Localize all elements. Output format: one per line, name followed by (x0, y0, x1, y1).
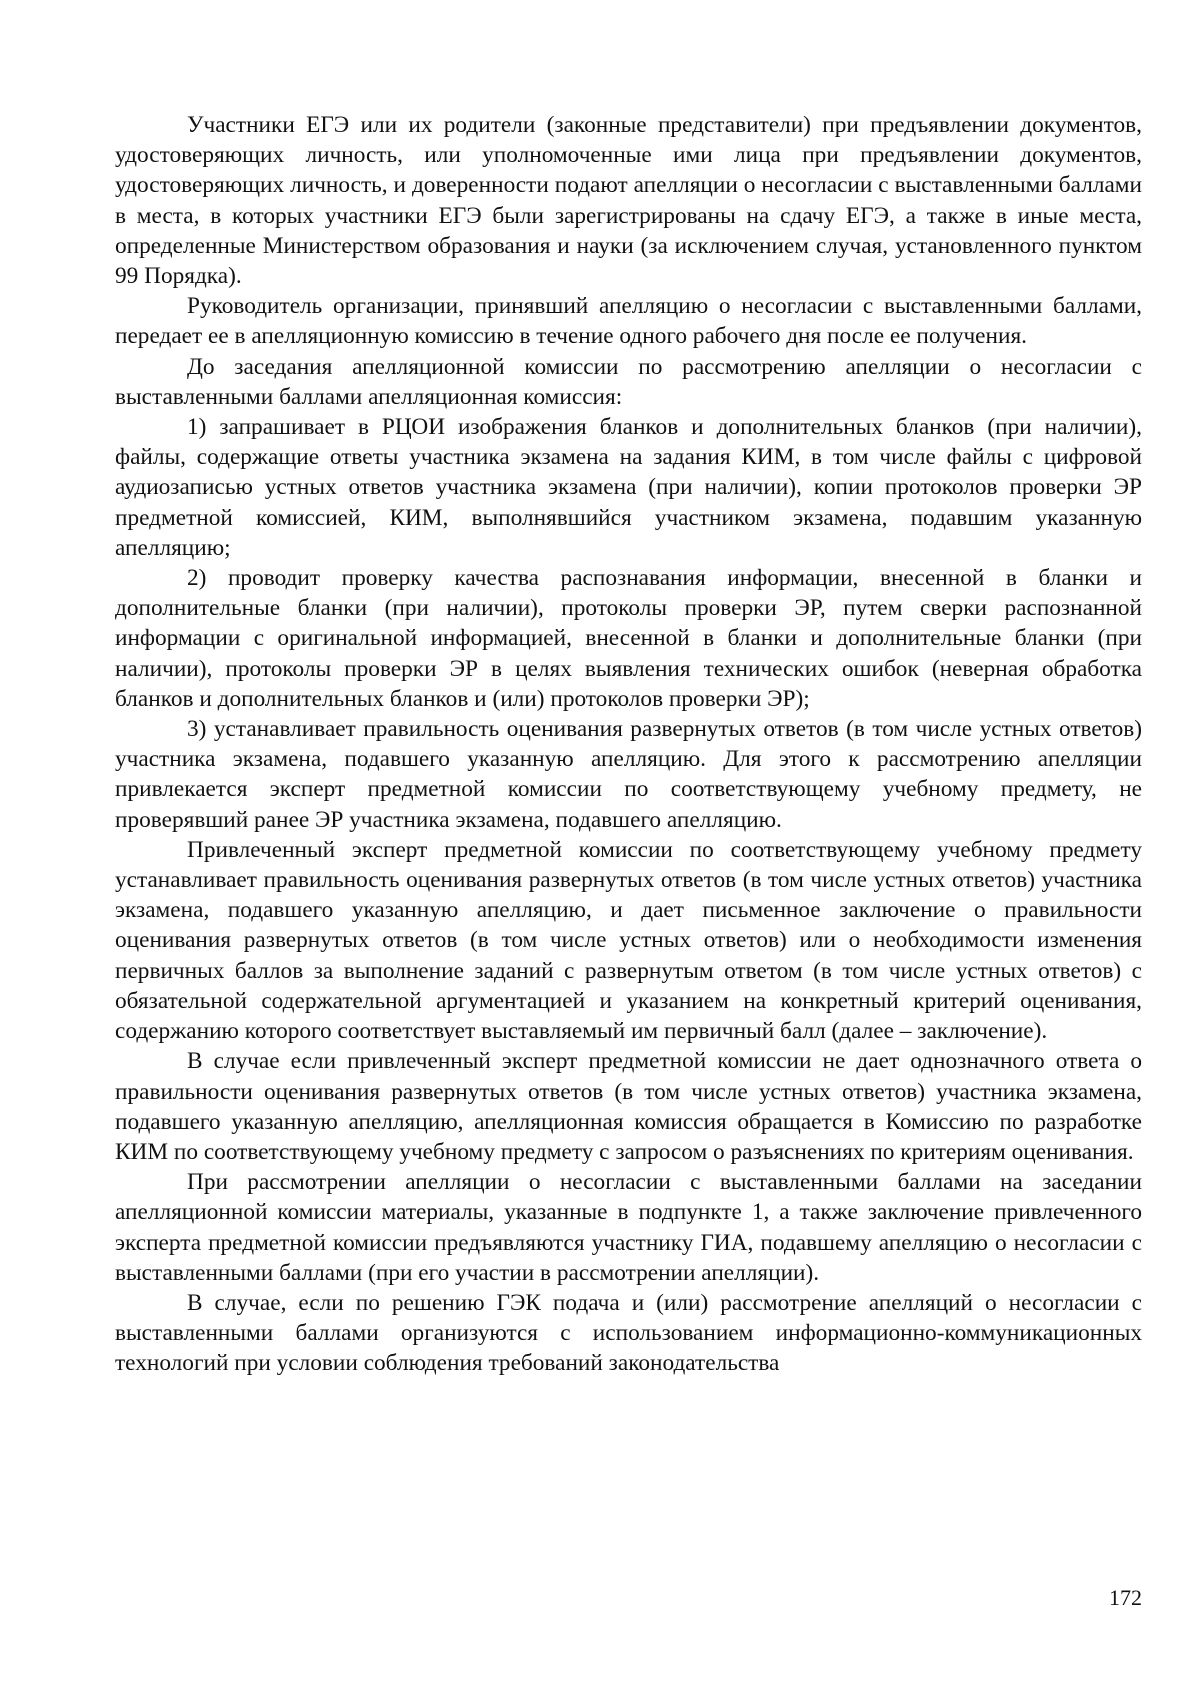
paragraph-ambiguous-answer: В случае если привлеченный эксперт предметной комиссии не дает однозначного ответа о правильности оценивания развернутых ответов (в том числе устных ответов) участника экзамена, подавшего указанную апелляцию, апелляционная комиссия обращается в Комиссию по разработке КИМ по соответствующему учебному предмету с запросом о разъяснениях по критериям оценивания. (115, 1048, 1142, 1165)
paragraph-before-meeting: До заседания апелляционной комиссии по рассмотрению апелляции о несогласии с выставленными баллами апелляционная комиссия: (115, 353, 1142, 410)
paragraph-expert-conclusion: Привлеченный эксперт предметной комиссии по соответствующему учебному предмету устанавливает правильность оценивания развернутых ответов (в том числе устных ответов) участника экзамена, подавшего указанную апелляцию, и дает письменное заключение о правильности оценивания развернутых ответов (в том числе устных ответов) или о необходимости изменения первичных баллов за выполнение заданий с развернутым ответом (в том числе устных ответов) с обязательной содержательной аргументацией и указанием на конкретный критерий оценивания, содержанию которого соответствует выставляемый им первичный балл (далее – заключение). (115, 836, 1142, 1045)
paragraph-meeting-materials: При рассмотрении апелляции о несогласии с выставленными баллами на заседании апелляционной комиссии материалы, указанные в подпункте 1, а также заключение привлеченного эксперта предметной комиссии предъявляются участнику ГИА, подавшему апелляцию о несогласии с выставленными баллами (при его участии в рассмотрении апелляции). (115, 1169, 1142, 1286)
document-body (115, 110, 1142, 1379)
list-item-3-grading-check: 3) устанавливает правильность оценивания развернутых ответов (в том числе устных ответов) участника экзамена, подавшего указанную апелляцию. Для этого к рассмотрению апелляции привлекается эксперт предметной комиссии по соответствующему учебному предмету, не проверявший ранее ЭР участника экзамена, подавшего апелляцию. (115, 716, 1142, 833)
list-item-2-recognition-check: 2) проводит проверку качества распознавания информации, внесенной в бланки и дополнительные бланки (при наличии), протоколы проверки ЭР, путем сверки распознанной информации с оригинальной информацией, внесенной в бланки и дополнительные бланки (при наличии), протоколы проверки ЭР в целях выявления технических ошибок (неверная обработка бланков и дополнительных бланков и (или) протоколов проверки ЭР); (115, 565, 1142, 712)
paragraph-ict-review: В случае, если по решению ГЭК подача и (или) рассмотрение апелляций о несогласии с выставленными баллами организуются с использованием информационно-коммуникационных технологий при условии соблюдения требований законодательства (115, 1289, 1142, 1377)
page-number: 172 (1109, 1585, 1142, 1610)
list-item-1-request-images: 1) запрашивает в РЦОИ изображения бланков и дополнительных бланков (при наличии), файлы, содержащие ответы участника экзамена на задания КИМ, в том числе файлы с цифровой аудиозаписью устных ответов участника экзамена (при наличии), копии протоколов проверки ЭР предметной комиссией, КИМ, выполнявшийся участником экзамена, подавшим указанную апелляцию; (115, 414, 1142, 561)
paragraph-appeal-submission: Участники ЕГЭ или их родители (законные представители) при предъявлении документов, удостоверяющих личность, или уполномоченные ими лица при предъявлении документов, удостоверяющих личность, и доверенности подают апелляции о несогласии с выставленными баллами в места, в которых участники ЕГЭ были зарегистрированы на сдачу ЕГЭ, а также в иные места, определенные Министерством образования и науки (за исключением случая, установленного пунктом 99 Порядка). (115, 112, 1142, 290)
paragraph-organization-head: Руководитель организации, принявший апелляцию о несогласии с выставленными баллами, передает ее в апелляционную комиссию в течение одного рабочего дня после ее получения. (115, 293, 1142, 350)
